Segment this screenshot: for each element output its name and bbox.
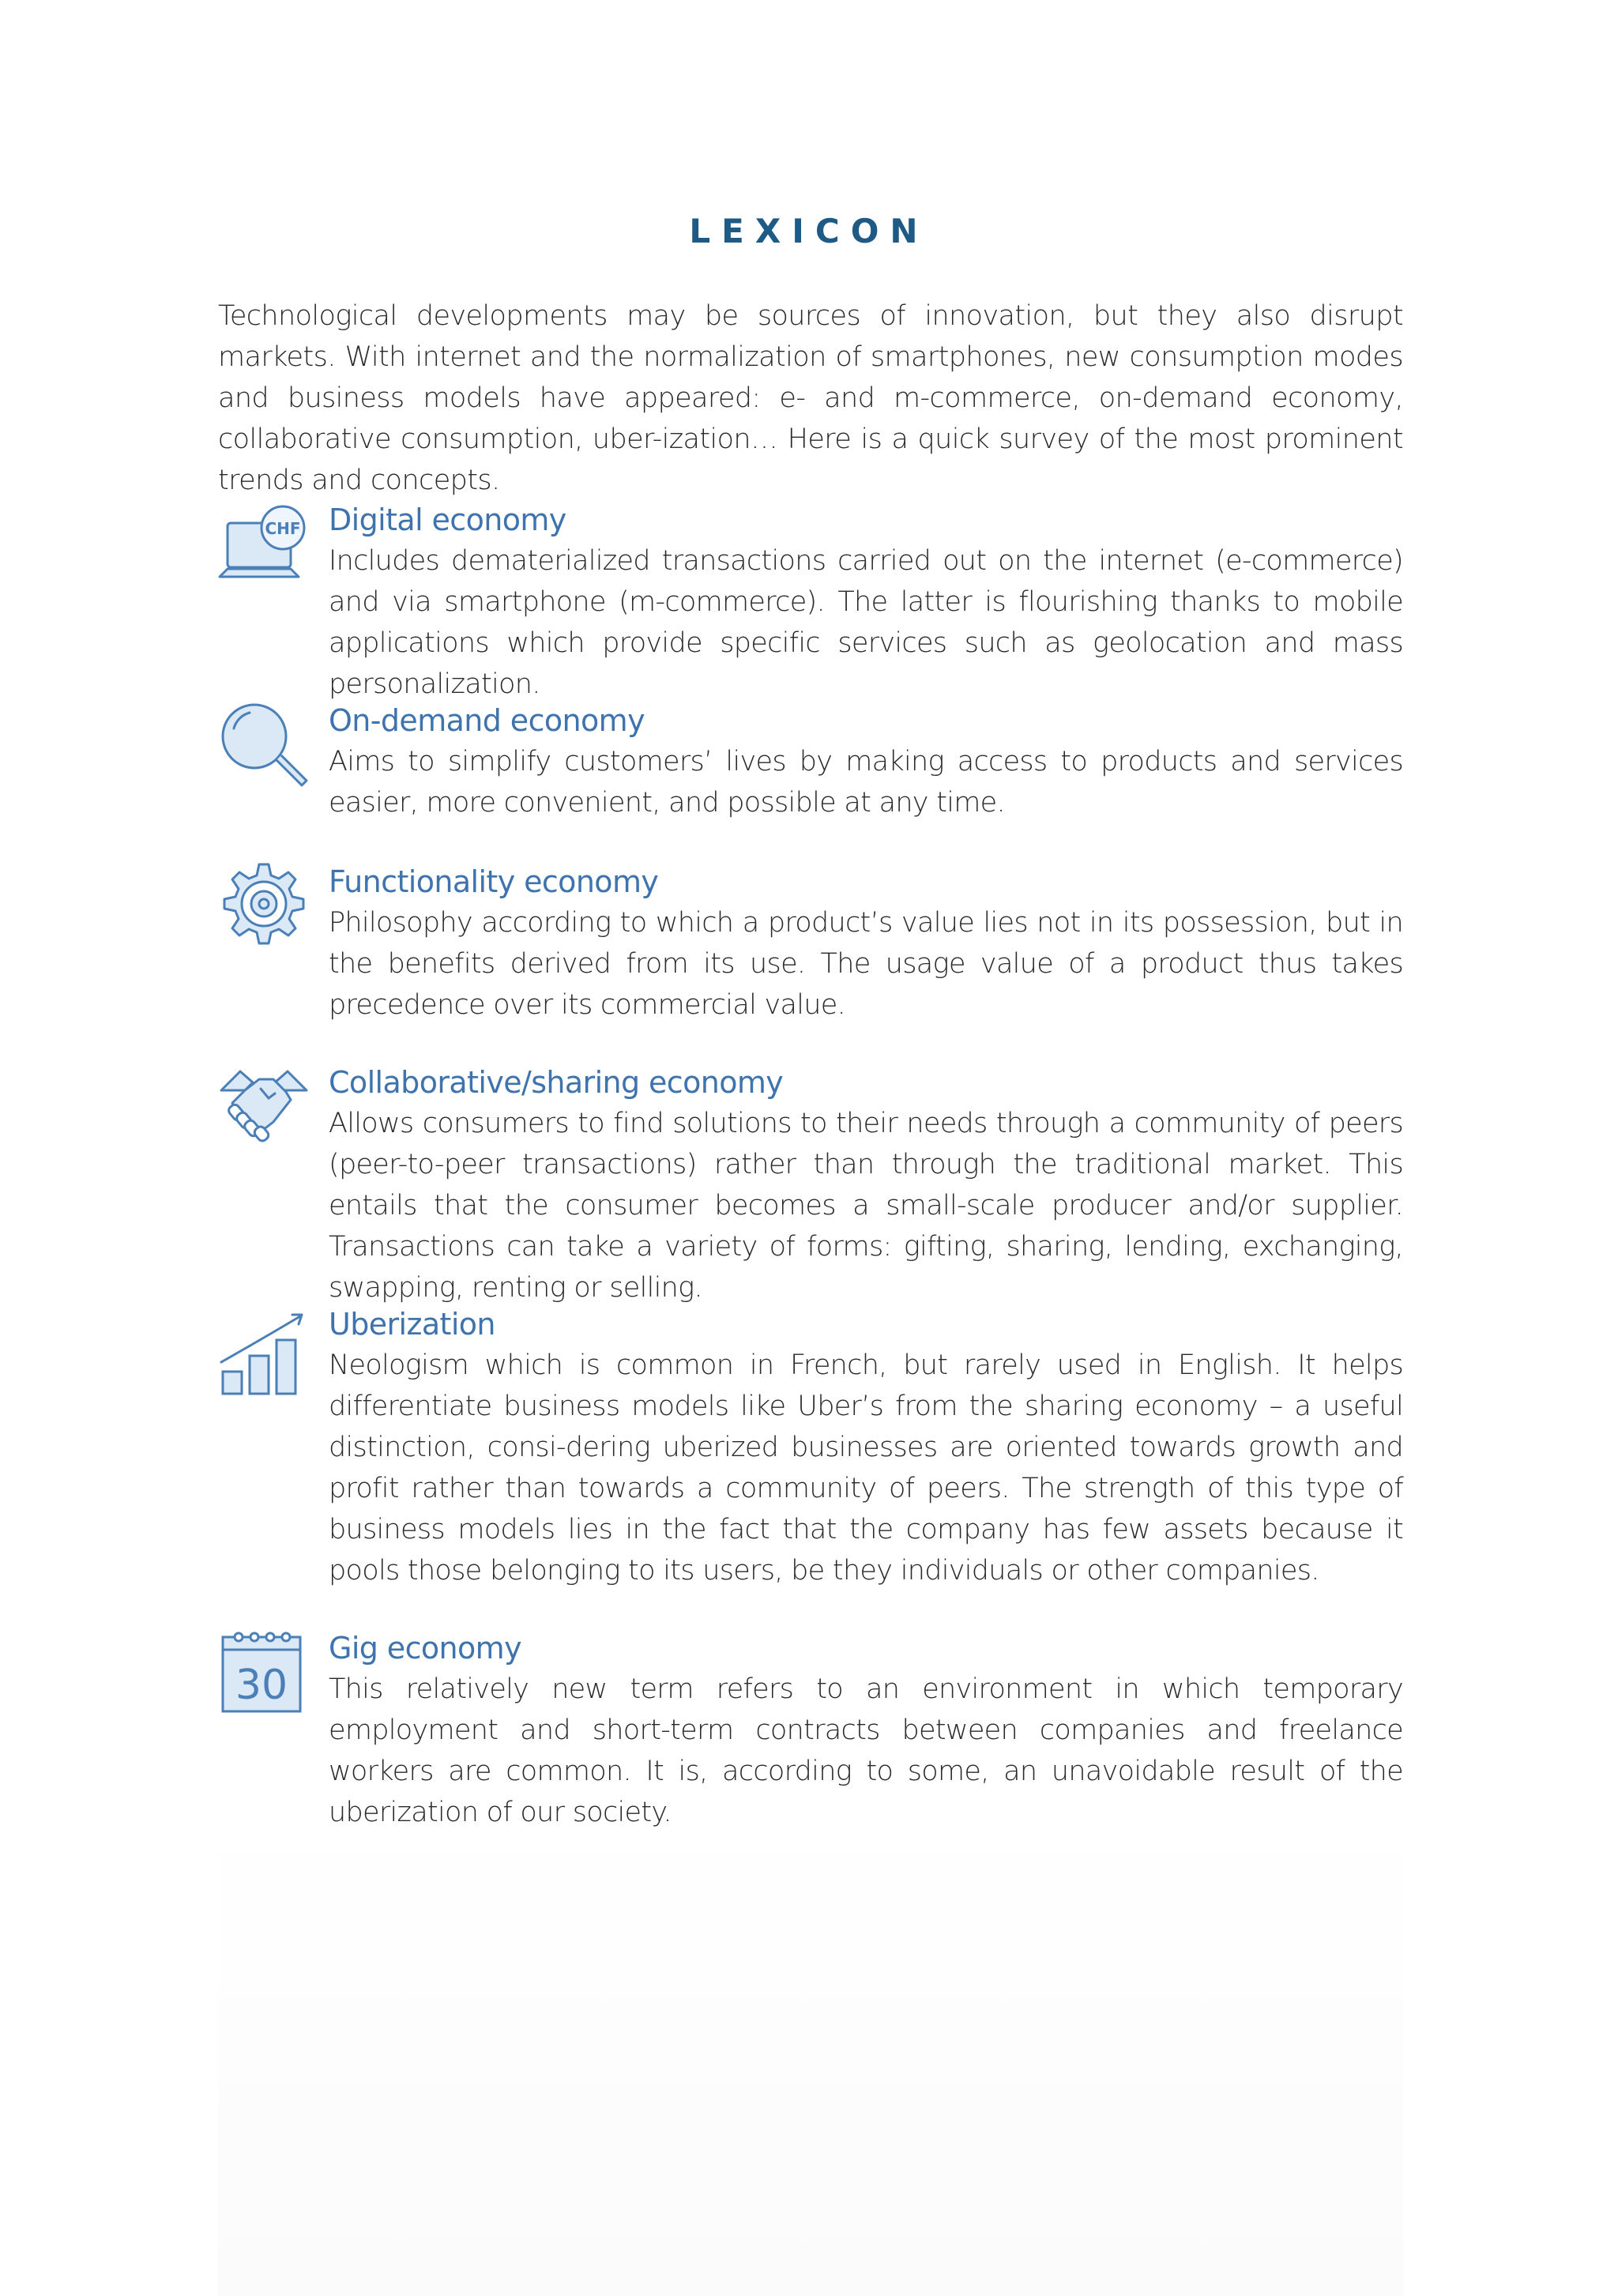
entry-body: This relatively new term refers to an environment in which temporary employment and short-term contracts between companies and freelance workers are common. It is, according to some, an unavoidable result of the uberization of our society. xyxy=(329,1673,1403,1828)
entry-body: Includes dematerialized transactions carried out on the internet (e-commerce) and via smartphone (m-commerce). The latter is flourishing thanks to mobile applications which provide specific services such as geolocation and mass personalization. xyxy=(329,545,1403,700)
calendar-day: 30 xyxy=(235,1662,288,1709)
intro-paragraph: Technological developments may be sources of innovation, but they also disrupt markets. With internet and the normalization of smartphones, new consumption modes and business models have appeared: e- and m-commerce, on-demand economy, collaborative consumption, uber-ization… Here is a quick survey of the most prominent trends and concepts. xyxy=(218,300,1403,496)
entry-heading: Collaborative/sharing economy xyxy=(329,1065,784,1100)
entry-heading: Uberization xyxy=(329,1307,495,1342)
entry-body: Allows consumers to find solutions to their needs through a community of peers (peer-to-peer transactions) rather than through the traditional market. This entails that the consumer becomes a small-scale producer and/or supplier. Transactions can take a variety of forms: gifting, sharing, lending, exchanging, swapping, renting or selling. xyxy=(329,1108,1403,1304)
growth-chart-icon xyxy=(218,1304,310,1395)
laptop-chf-icon xyxy=(218,499,310,591)
magnifier-icon xyxy=(218,700,310,792)
entry-heading: Digital economy xyxy=(329,502,566,537)
chf-label: CHF xyxy=(265,519,301,538)
entry-body: Philosophy according to which a product’s value lies not in its possession, but in the benefits derived from its use. The usage value of a product thus takes precedence over its commercial value. xyxy=(329,907,1403,1021)
entry-body: Neologism which is common in French, but rarely used in English. It helps differentiate business models like Uber’s from the sharing economy – a useful distinction, consi-dering uberized businesses are oriented towards growth and profit rather than towards a community of peers. The strength of this type of business models lies in the fact that the company has few assets because it pools those belonging to its users, be they individuals or other companies. xyxy=(329,1349,1403,1586)
entry-heading: On-demand economy xyxy=(329,703,645,738)
entry-body: Aims to simplify customers’ lives by making access to products and services easier, more convenient, and possible at any time. xyxy=(329,746,1403,819)
handshake-icon xyxy=(218,1062,310,1154)
page-shade xyxy=(218,1801,1403,2296)
page-title: LEXICON xyxy=(689,212,929,250)
entry-heading: Gig economy xyxy=(329,1631,521,1666)
calendar-icon xyxy=(218,1628,310,1719)
entry-heading: Functionality economy xyxy=(329,864,659,899)
gear-icon xyxy=(218,861,310,953)
